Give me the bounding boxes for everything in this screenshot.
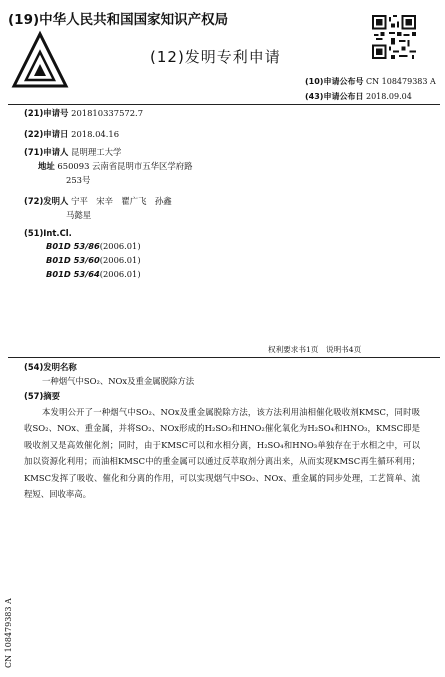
- inventors-line-2: 马懿星: [66, 210, 92, 220]
- issuing-office: (19)中华人民共和国国家知识产权局: [8, 12, 229, 28]
- side-publication-code: CN 108479383 A: [4, 598, 13, 668]
- ipc-entry: [46, 241, 141, 251]
- ipc-version: (2006.01): [99, 241, 141, 251]
- application-number-label: (21)申请号: [24, 108, 69, 118]
- abstract-label: (57)摘要: [24, 391, 61, 401]
- applicant-row: [24, 146, 121, 158]
- publication-number: CN 108479383 A: [366, 77, 436, 86]
- abstract-text: 本发明公开了一种烟气中SO₂、NOx及重金属脱除方法，该方法利用油相催化吸收剂KMSC，同时吸收SO₂、NOx、重金属，并将SO₂、NOx形成的H₂SO₃和HNO₂催化氧化为H₂SO₄和HNO₃，KMSC即是吸收剂又是高效催化剂；同时，由于KMSC可以和水相分离，H₂SO₄和HNO₃单独存在于水相之中，可以加以资源化利用；而油相KMSC中的重金属可以通过反萃取剂分离出来，从而实现KMSC再生循环利用；KMSC发挥了吸收、催化和分离的作用，可以实现烟气中SO₂、NOx、重金属的同步处理，工艺简单、流程短、回收率高。: [24, 407, 420, 500]
- ipc-entry: [46, 269, 141, 279]
- address-label: 地址: [38, 161, 55, 171]
- ipc-code: B01D 53/86: [46, 241, 100, 251]
- header-divider: [8, 104, 440, 105]
- inventors-row: [24, 195, 172, 207]
- ipc-version: (2006.01): [99, 269, 141, 279]
- title-label: (54)发明名称: [24, 362, 77, 372]
- ipc-version: (2006.01): [99, 255, 141, 265]
- invention-title: 一种烟气中SO₂、NOx及重金属脱除方法: [42, 376, 195, 386]
- address-line-1: 650093 云南省昆明市五华区学府路: [57, 161, 193, 171]
- filing-date-row: [24, 128, 119, 140]
- ipc-code: B01D 53/60: [46, 255, 100, 265]
- publication-date: 2018.09.04: [366, 92, 412, 101]
- applicant-label: (71)申请人: [24, 147, 69, 157]
- abstract-body: [24, 404, 420, 502]
- abstract-divider: [8, 357, 440, 358]
- application-number: 201810337572.7: [71, 108, 144, 118]
- publication-number-row: [305, 76, 436, 87]
- publication-number-label: (10)申请公布号: [305, 77, 364, 86]
- publication-date-row: [305, 91, 412, 102]
- applicant: 昆明理工大学: [71, 147, 122, 157]
- filing-date: 2018.04.16: [71, 129, 120, 139]
- ipc-label: (51)Int.Cl.: [24, 228, 72, 238]
- address-row: [38, 160, 193, 172]
- inventors-label: (72)发明人: [24, 196, 69, 206]
- application-number-row: [24, 107, 143, 119]
- page-counts: 权利要求书1页 说明书4页: [268, 345, 362, 354]
- cnipa-logo-icon: [10, 30, 70, 90]
- filing-date-label: (22)申请日: [24, 129, 69, 139]
- document-type: (12)发明专利申请: [150, 48, 281, 66]
- ipc-entry: [46, 255, 141, 265]
- address-line-2: 253号: [66, 175, 91, 185]
- inventors-line-1: 宁平 宋辛 瞿广飞 孙鑫: [71, 196, 172, 206]
- qr-code-icon: [372, 15, 416, 59]
- ipc-code: B01D 53/64: [46, 269, 100, 279]
- publication-date-label: (43)申请公布日: [305, 92, 364, 101]
